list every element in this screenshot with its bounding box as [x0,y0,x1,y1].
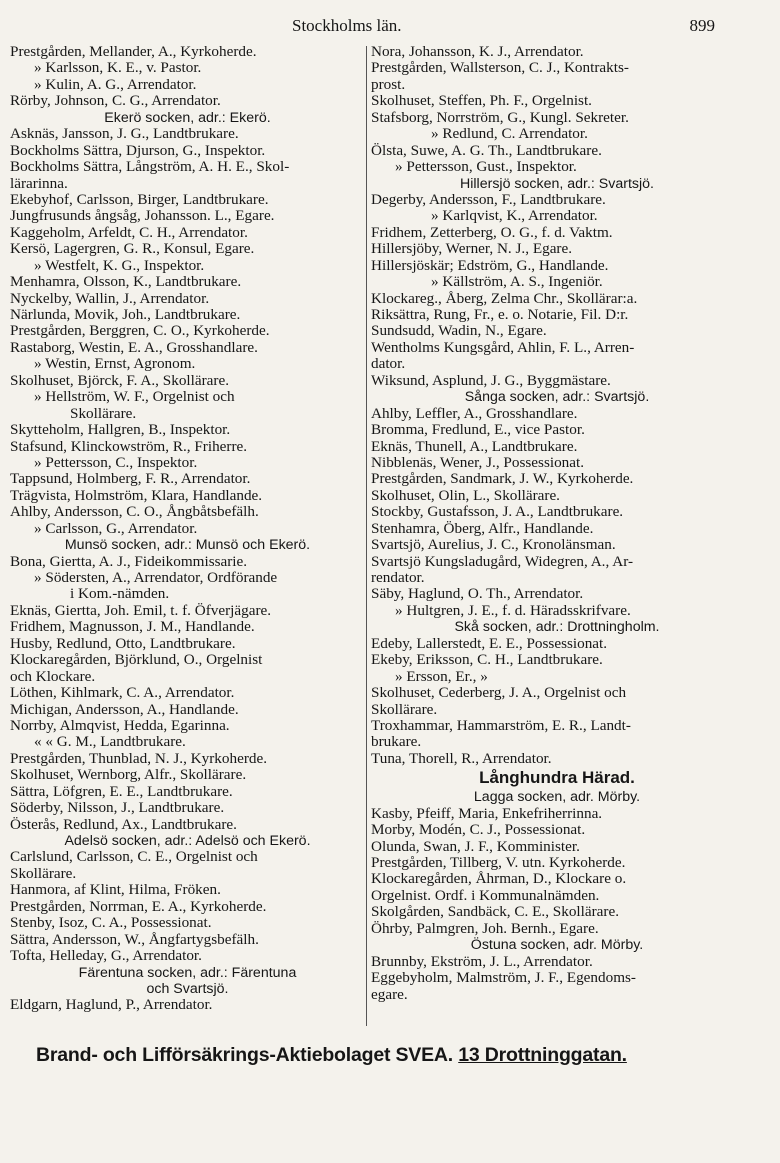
directory-entry: » Karlqvist, K., Arrendator. [431,207,598,225]
directory-entry: Asknäs, Jansson, J. G., Landtbrukare. [10,125,239,143]
directory-entry: » Pettersson, Gust., Inspektor. [395,158,577,176]
directory-entry: Fridhem, Magnusson, J. M., Handlande. [10,618,255,636]
directory-entry: prost. [371,75,406,93]
directory-entry: och Klockare. [10,667,96,685]
parish-heading: Östuna socken, adr. Mörby. [470,937,644,954]
directory-entry: Skollärare. [70,404,137,422]
directory-entry: Bona, Giertta, A. J., Fideikommissarie. [10,552,248,570]
directory-entry: Wentholms Kungsgård, Ahlin, F. L., Arren- [371,338,635,356]
directory-entry: lärarinna. [10,174,68,192]
directory-entry: Söderby, Nilsson, J., Landtbrukare. [10,799,225,817]
directory-entry: Hillersjöskär; Edström, G., Handlande. [371,256,609,274]
directory-entry: Prestgården, Thunblad, N. J., Kyrkoherde. [10,749,268,767]
directory-entry: Stenhamra, Öberg, Alfr., Handlande. [371,519,594,537]
directory-entry: Nibblenäs, Wener, J., Possessionat. [371,453,585,471]
directory-entry: rendator. [371,569,425,586]
district-heading: Långhundra Härad. [479,768,635,788]
directory-entry: Svartsjö, Aurelius, J. C., Kronolänsman. [371,536,616,554]
directory-entry: Svartsjö Kungsladugård, Widegren, A., Ar- [371,552,634,570]
directory-entry: » Södersten, A., Arrendator, Ordförande [34,569,278,586]
directory-entry: Tappsund, Holmberg, F. R., Arrendator. [10,470,251,488]
directory-entry: Sättra, Andersson, W., Ångfartygsbefälh. [10,930,259,948]
directory-entry: Klockaregården, Åhrman, D., Klockare o. [371,870,627,888]
directory-entry: Riksättra, Rung, Fr., e. o. Notarie, Fil. D:r. [371,306,629,323]
directory-entry: Ekeby, Eriksson, C. H., Landtbrukare. [371,651,603,669]
right-column [371,44,743,1003]
directory-entry: Prestgården, Berggren, C. O., Kyrkoherde. [10,322,270,340]
parish-heading: Sånga socken, adr.: Svartsjö. [464,389,650,406]
directory-entry: Stafsund, Klinckowström, R., Friherre. [10,437,248,455]
directory-entry: Skollärare. [371,700,438,718]
page-number: 899 [689,16,715,35]
directory-entry: Carlslund, Carlsson, C. E., Orgelnist och [10,848,258,866]
directory-entry: Kaggeholm, Arfeldt, C. H., Arrendator. [10,223,248,241]
directory-entry: » Westfelt, K. G., Inspektor. [34,256,205,274]
footer-company: Brand- och Lifförsäkrings-Aktiebolaget SVEA. [36,1044,454,1066]
directory-entry: Klockaregården, Björklund, O., Orgelnist [10,651,263,669]
directory-entry: Hanmora, af Klint, Hilma, Fröken. [10,881,221,899]
directory-entry: Edeby, Lallerstedt, E. E., Possessionat. [371,634,608,652]
directory-entry: egare. [371,985,408,1003]
directory-entry: » Karlsson, K. E., v. Pastor. [34,59,202,77]
directory-entry: Jungfrusunds ångsåg, Johansson. L., Egare. [10,207,275,225]
directory-entry: Bockholms Sättra, Djurson, G., Inspektor. [10,141,266,159]
directory-entry: » Westin, Ernst, Agronom. [34,355,196,373]
directory-entry: dator. [371,355,406,373]
directory-entry: Bockholms Sättra, Långström, A. H. E., Skol- [10,158,290,176]
directory-entry: Skytteholm, Hallgren, B., Inspektor. [10,421,231,439]
directory-entry: brukare. [371,733,422,751]
directory-entry: Ekebyhof, Carlsson, Birger, Landtbrukare. [10,190,269,208]
directory-entry: Skollärare. [10,864,77,882]
parish-heading: Ekerö socken, adr.: Ekerö. [104,109,271,126]
directory-entry: Stenby, Isoz, C. A., Possessionat. [10,914,212,932]
directory-entry: Prestgården, Norrman, E. A., Kyrkoherde. [10,897,267,915]
directory-entry: Säby, Haglund, O. Th., Arrendator. [371,585,584,603]
directory-entry: Stockby, Gustafsson, J. A., Landtbrukare. [371,503,624,521]
advertisement-footer [36,1044,736,1067]
directory-entry: Ahlby, Andersson, C. O., Ångbåtsbefälh. [10,503,259,521]
directory-entry: Skolhuset, Olin, L., Skollärare. [371,486,560,504]
directory-entry: » Hultgren, J. E., f. d. Häradsskrifvare. [395,601,631,619]
directory-entry: Närlunda, Movik, Joh., Landtbrukare. [10,306,241,323]
footer-address: 13 Drottninggatan. [458,1044,627,1066]
directory-entry: Öhrby, Palmgren, Joh. Bernh., Egare. [371,919,599,937]
directory-entry: Norrby, Almqvist, Hedda, Egarinna. [10,716,230,734]
directory-entry: Kersö, Lagergren, G. R., Konsul, Egare. [10,240,255,258]
directory-entry: Michigan, Andersson, A., Handlande. [10,700,239,718]
directory-entry: Brunnby, Ekström, J. L., Arrendator. [371,952,593,970]
directory-entry: Sundsudd, Wadin, N., Egare. [371,322,547,340]
parish-heading: Lagga socken, adr. Mörby. [473,789,641,806]
directory-entry: Eggebyholm, Malmström, J. F., Egendoms- [371,969,636,987]
directory-entry: Stafsborg, Norrström, G., Kungl. Sekreter. [371,108,629,126]
directory-entry: » Redlund, C. Arrendator. [431,125,588,143]
directory-entry: Eknäs, Giertta, Joh. Emil, t. f. Öfverjägare. [10,601,272,619]
directory-entry: Österås, Redlund, Ax., Landtbrukare. [10,815,237,833]
directory-entry: Prestgården, Mellander, A., Kyrkoherde. [10,43,257,60]
directory-entry: Löthen, Kihlmark, C. A., Arrendator. [10,684,235,702]
directory-entry: Sättra, Löfgren, E. E., Landtbrukare. [10,782,233,800]
directory-entry: » Pettersson, C., Inspektor. [34,453,198,471]
directory-entry: Fridhem, Zetterberg, O. G., f. d. Vaktm. [371,223,613,241]
directory-entry: Prestgården, Wallsterson, C. J., Kontrakts- [371,59,629,77]
directory-entry: Kasby, Pfeiff, Maria, Enkefriherrinna. [371,804,603,822]
parish-heading: och Svartsjö. [146,980,229,997]
directory-entry: Eknäs, Thunell, A., Landtbrukare. [371,437,578,455]
running-title: Stockholms län. [292,16,402,35]
directory-entry: Skolhuset, Wernborg, Alfr., Skollärare. [10,766,247,784]
directory-entry: Rastaborg, Westin, E. A., Grosshandlare. [10,338,258,356]
directory-entry: Olunda, Swan, J. F., Komminister. [371,837,580,855]
directory-entry: Nyckelby, Wallin, J., Arrendator. [10,289,210,307]
directory-entry: Eldgarn, Haglund, P., Arrendator. [10,996,213,1014]
directory-entry: » Ersson, Er., » [395,667,488,685]
directory-entry: Husby, Redlund, Otto, Landtbrukare. [10,634,236,652]
directory-entry: Morby, Modén, C. J., Possessionat. [371,821,586,839]
page-header [0,16,780,40]
directory-entry: » Kulin, A. G., Arrendator. [34,75,197,93]
directory-entry: Skolgården, Sandbäck, C. E., Skollärare. [371,903,620,921]
directory-entry: Rörby, Johnson, C. G., Arrendator. [10,92,221,110]
directory-entry: Skolhuset, Cederberg, J. A., Orgelnist och [371,684,627,702]
directory-entry: « « G. M., Landtbrukare. [34,733,186,751]
column-divider [366,46,367,1026]
directory-entry: » Carlsson, G., Arrendator. [34,519,198,537]
directory-entry: Tofta, Helleday, G., Arrendator. [10,947,202,965]
directory-entry: Prestgården, Sandmark, J. W., Kyrkoherde. [371,470,634,488]
directory-entry: Klockareg., Åberg, Zelma Chr., Skollärar:a. [371,289,638,307]
directory-entry: Orgelnist. Ordf. i Kommunalnämden. [371,886,600,904]
directory-entry: Skolhuset, Björck, F. A., Skollärare. [10,371,229,389]
directory-entry: Wiksund, Asplund, J. G., Byggmästare. [371,371,611,389]
directory-entry: Troxhammar, Hammarström, E. R., Landt- [371,716,631,734]
parish-heading: Färentuna socken, adr.: Färentuna [78,964,297,981]
directory-entry: Bromma, Fredlund, E., vice Pastor. [371,421,585,439]
directory-entry: Skolhuset, Steffen, Ph. F., Orgelnist. [371,92,592,110]
directory-entry: Degerby, Andersson, F., Landtbrukare. [371,190,606,208]
directory-entry: Trägvista, Holmström, Klara, Handlande. [10,486,263,504]
directory-entry: i Kom.-nämden. [70,585,170,603]
directory-entry: Menhamra, Olsson, K., Landtbrukare. [10,273,242,291]
parish-heading: Adelsö socken, adr.: Adelsö och Ekerö. [64,833,311,849]
directory-entry: Hillersjöby, Werner, N. J., Egare. [371,240,573,258]
left-column [10,44,365,1014]
directory-entry: Tuna, Thorell, R., Arrendator. [371,749,552,767]
directory-entry: » Hellström, W. F., Orgelnist och [34,388,235,406]
parish-heading: Skå socken, adr.: Drottningholm. [454,619,660,636]
parish-heading: Hillersjö socken, adr.: Svartsjö. [460,175,654,192]
directory-entry: Ölsta, Suwe, A. G. Th., Landtbrukare. [371,141,602,159]
directory-entry: Ahlby, Leffler, A., Grosshandlare. [371,404,578,422]
directory-entry: Prestgården, Tillberg, V. utn. Kyrkoherde. [371,854,626,871]
parish-heading: Munsö socken, adr.: Munsö och Ekerö. [64,537,311,554]
directory-entry: » Källström, A. S., Ingeniör. [431,273,603,291]
directory-entry: Nora, Johansson, K. J., Arrendator. [371,43,584,60]
